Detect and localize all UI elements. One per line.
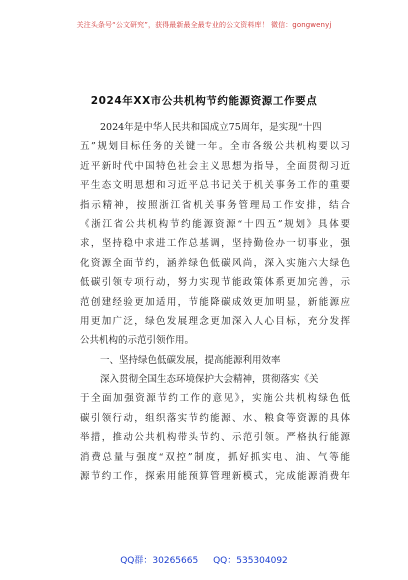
header-banner: 关注头条号“公文研究”，获得最新最全最专业的公文资料库！ 微信：gongwenyj [76,21,332,29]
paragraph-line: 深入贯彻全国生态环境保护大会精神，贯彻落实《关 [100,374,319,386]
paragraph-line: 2024年是中华人民共和国成立75周年，是实现“十四 [100,122,322,133]
paragraph-line: 化资源全面节约，涵养绿色低碳风尚，深入实施六大绿色 [80,257,350,269]
paragraph-line: 《浙江省公共机构节约能源资源“十四五”规划》具体要 [80,218,350,230]
paragraph-line: 低碳引领专项行动，努力实现节能政策体系更加完善，示 [80,277,350,289]
paragraph-line: 公共机构的示范引领作用。 [80,335,195,347]
paragraph-line: 碳引领行动，组织落实节约能源、水、粮食等资源的具体 [80,412,350,424]
section-heading: 一、坚持绿色低碳发展，提高能源利用效率 [100,354,281,366]
document-title: 2024年XX市公共机构节约能源资源工作要点 [90,95,318,107]
paragraph-line: 五”规划目标任务的关键一年。全市各级公共机构要以习 [80,141,350,153]
paragraph-line: 指示精神，按照浙江省机关事务管理局工作安排，结合 [80,199,350,211]
qq-number: QQ：535304092 [213,556,288,566]
paragraph-line: 于全面加强资源节约工作的意见》，实施公共机构绿色低 [80,393,350,405]
footer-contact [0,553,408,566]
paragraph-line: 源节约工作，探索用能预算管理新模式，完成能源消费年 [80,471,350,483]
document-body [80,118,350,486]
paragraph-line: 消费总量与强度“双控”制度，抓好抓实电、油、气等能 [80,451,350,463]
paragraph-line: 近平新时代中国特色社会主义思想为指导，全面贯彻习近 [80,160,350,172]
paragraph-line: 用更加广泛，绿色发展理念更加深入人心目标，充分发挥 [80,315,350,327]
paragraph-line: 求，坚持稳中求进工作总基调，坚持勤俭办一切事业，强 [80,238,350,250]
paragraph-line: 举措，推动公共机构带头节约、示范引领。严格执行能源 [80,432,350,444]
qq-group-number: QQ群：30265665 [120,556,199,566]
paragraph-line: 平生态文明思想和习近平总书记关于机关事务工作的重要 [80,180,350,192]
paragraph-line: 范创建经验更加适用，节能降碳成效更加明显，新能源应 [80,296,350,308]
